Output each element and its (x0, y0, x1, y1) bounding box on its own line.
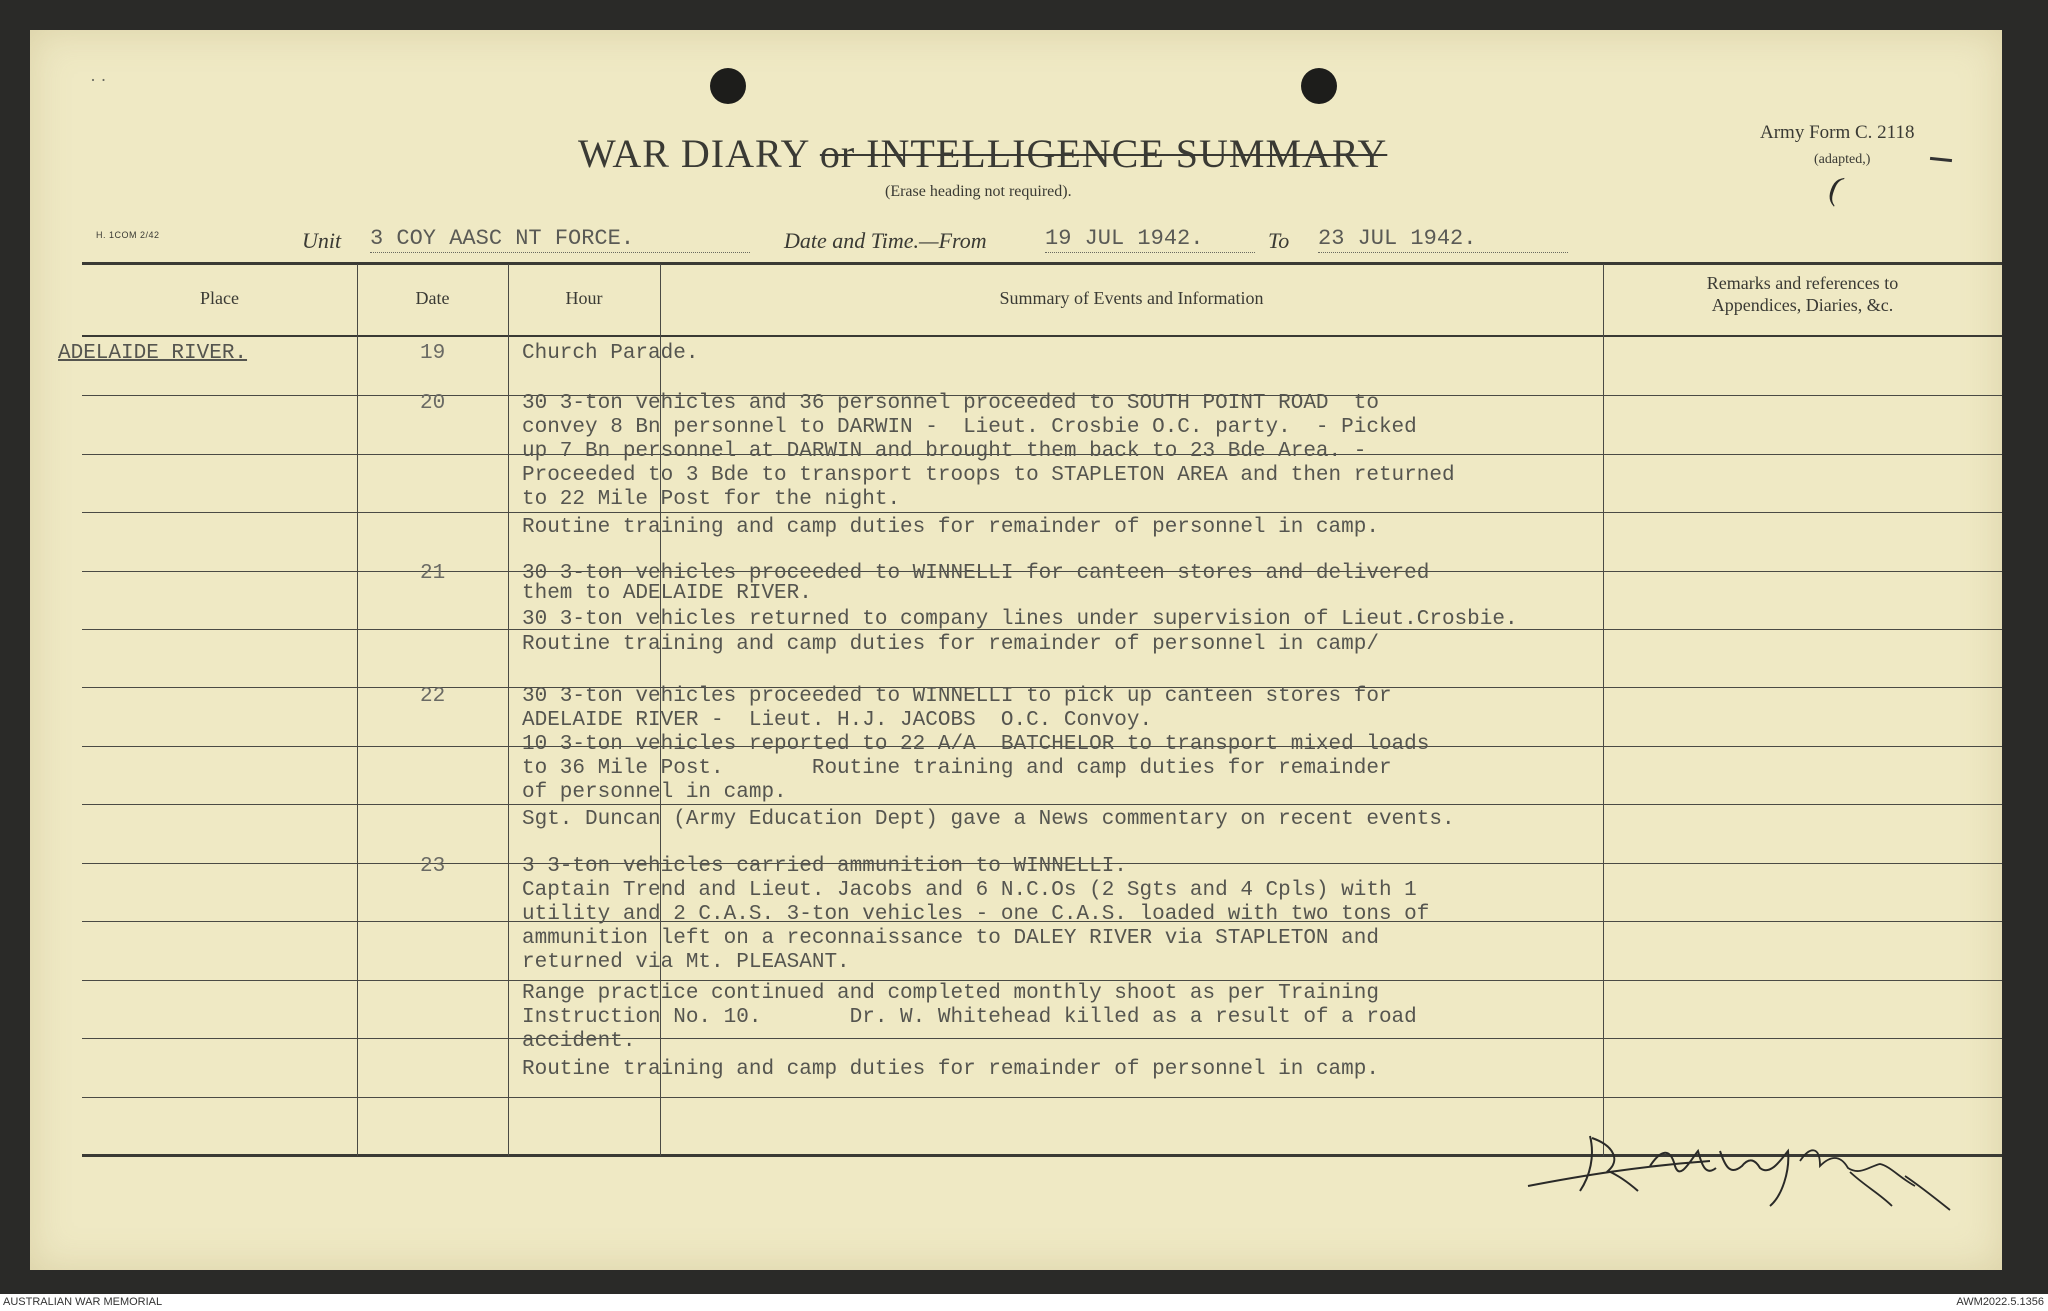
entry-line: Routine training and camp duties for remainder of personnel in camp/ (522, 633, 1379, 656)
entry-date: 20 (420, 392, 446, 415)
entry-line: of personnel in camp. (522, 781, 787, 804)
title-kept: WAR DIARY (578, 131, 809, 176)
entry-line: to 22 Mile Post for the night. (522, 488, 901, 511)
date-to-label: To (1268, 228, 1290, 253)
diary-page (30, 30, 2002, 1270)
place-value: ADELAIDE RIVER. (58, 342, 248, 365)
col-header-hour: Hour (565, 288, 603, 308)
entry-line: 30 3-ton vehicles and 36 personnel proceeded to SOUTH POINT ROAD to (522, 392, 1379, 415)
entry-line: utility and 2 C.A.S. 3-ton vehicles - one C.A.S. loaded with two tons of (522, 903, 1430, 926)
form-code: H. 1COM 2/42 (96, 230, 160, 240)
entry-line: 30 3-ton vehicles proceeded to WINNELLI to pick up canteen stores for (522, 685, 1392, 708)
unit-label: Unit (302, 228, 342, 253)
col-header-remarks-line1: Remarks and references to (1706, 273, 1899, 293)
entry-line: them to ADELAIDE RIVER. (522, 582, 812, 605)
entry-line: Proceeded to 3 Bde to transport troops to STAPLETON AREA and then returned (522, 464, 1455, 487)
page-title (578, 130, 1578, 177)
punch-hole-right (1301, 68, 1337, 104)
col-header-place: Place (200, 288, 239, 308)
entry-line: to 36 Mile Post. Routine training and camp duties for remainder (522, 757, 1392, 780)
table-rule (82, 804, 2002, 805)
entry-line: returned via Mt. PLEASANT. (522, 951, 850, 974)
footer-bar (0, 1294, 2048, 1311)
col-header-summary: Summary of Events and Information (999, 288, 1264, 308)
footer-credit: AUSTRALIAN WAR MEMORIAL (3, 1296, 163, 1308)
erase-note: (Erase heading not required). (885, 183, 1072, 200)
header-bottom-rule (82, 335, 2002, 337)
entry-line: Range practice continued and completed monthly shoot as per Training (522, 982, 1379, 1005)
entry-line: 30 3-ton vehicles returned to company lines under supervision of Lieut.Crosbie. (522, 608, 1518, 631)
entry-line: Church Parade. (522, 342, 699, 365)
col-divider-summary (1603, 264, 1604, 1156)
punch-hole-left (710, 68, 746, 104)
table-rule (82, 980, 2002, 981)
date-from-label: Date and Time.—From (784, 228, 987, 253)
entry-date: 22 (420, 685, 446, 708)
entry-line: 30 3-ton vehicles proceeded to WINNELLI for canteen stores and delivered (522, 562, 1430, 585)
entry-line: Routine training and camp duties for remainder of personnel in camp. (522, 1058, 1379, 1081)
unit-value: 3 COY AASC NT FORCE. (370, 226, 750, 253)
paper-tear-mark: ( (1824, 169, 1848, 208)
table-rule (82, 1038, 2002, 1039)
col-divider-date (508, 264, 509, 1156)
entry-line: Instruction No. 10. Dr. W. Whitehead killed as a result of a road (522, 1006, 1417, 1029)
entry-line: ammunition left on a reconnaissance to DALEY RIVER via STAPLETON and (522, 927, 1379, 950)
entry-line: Routine training and camp duties for remainder of personnel in camp. (522, 516, 1379, 539)
adapted-label: (adapted,) (1814, 152, 1871, 167)
entry-line: up 7 Bn personnel at DARWIN and brought them back to 23 Bde Area. - (522, 440, 1367, 463)
entry-date: 23 (420, 855, 446, 878)
pen-mark (1930, 157, 1952, 162)
entry-line: 3 3-ton vehicles carried ammunition to WINNELLI. (522, 855, 1127, 878)
corner-mark: · · (90, 70, 107, 90)
table-rule (82, 1097, 2002, 1098)
table-rule (82, 512, 2002, 513)
entry-line: 10 3-ton vehicles reported to 22 A/A BATCHELOR to transport mixed loads (522, 733, 1430, 756)
entry-line: Captain Trend and Lieut. Jacobs and 6 N.C.Os (2 Sgts and 4 Cpls) with 1 (522, 879, 1417, 902)
entry-date: 21 (420, 562, 446, 585)
army-form-label: Army Form C. 2118 (1760, 122, 1915, 143)
col-header-date: Date (415, 288, 450, 308)
entry-line: Sgt. Duncan (Army Education Dept) gave a News commentary on recent events. (522, 808, 1455, 831)
footer-reference: AWM2022.5.1356 (1956, 1296, 2044, 1308)
signature (1520, 1106, 1960, 1216)
date-to-value: 23 JUL 1942. (1318, 226, 1568, 253)
title-struck: or INTELLIGENCE SUMMARY (819, 131, 1388, 176)
entry-line: accident. (522, 1030, 636, 1053)
col-divider-place (357, 264, 358, 1156)
col-header-remarks-line2: Appendices, Diaries, &c. (1711, 295, 1894, 315)
entry-line: ADELAIDE RIVER - Lieut. H.J. JACOBS O.C. Convoy. (522, 709, 1153, 732)
table-top-rule (82, 262, 2002, 265)
date-from-value: 19 JUL 1942. (1045, 226, 1255, 253)
entry-date: 19 (420, 342, 446, 365)
entry-line: convey 8 Bn personnel to DARWIN - Lieut. Crosbie O.C. party. - Picked (522, 416, 1417, 439)
